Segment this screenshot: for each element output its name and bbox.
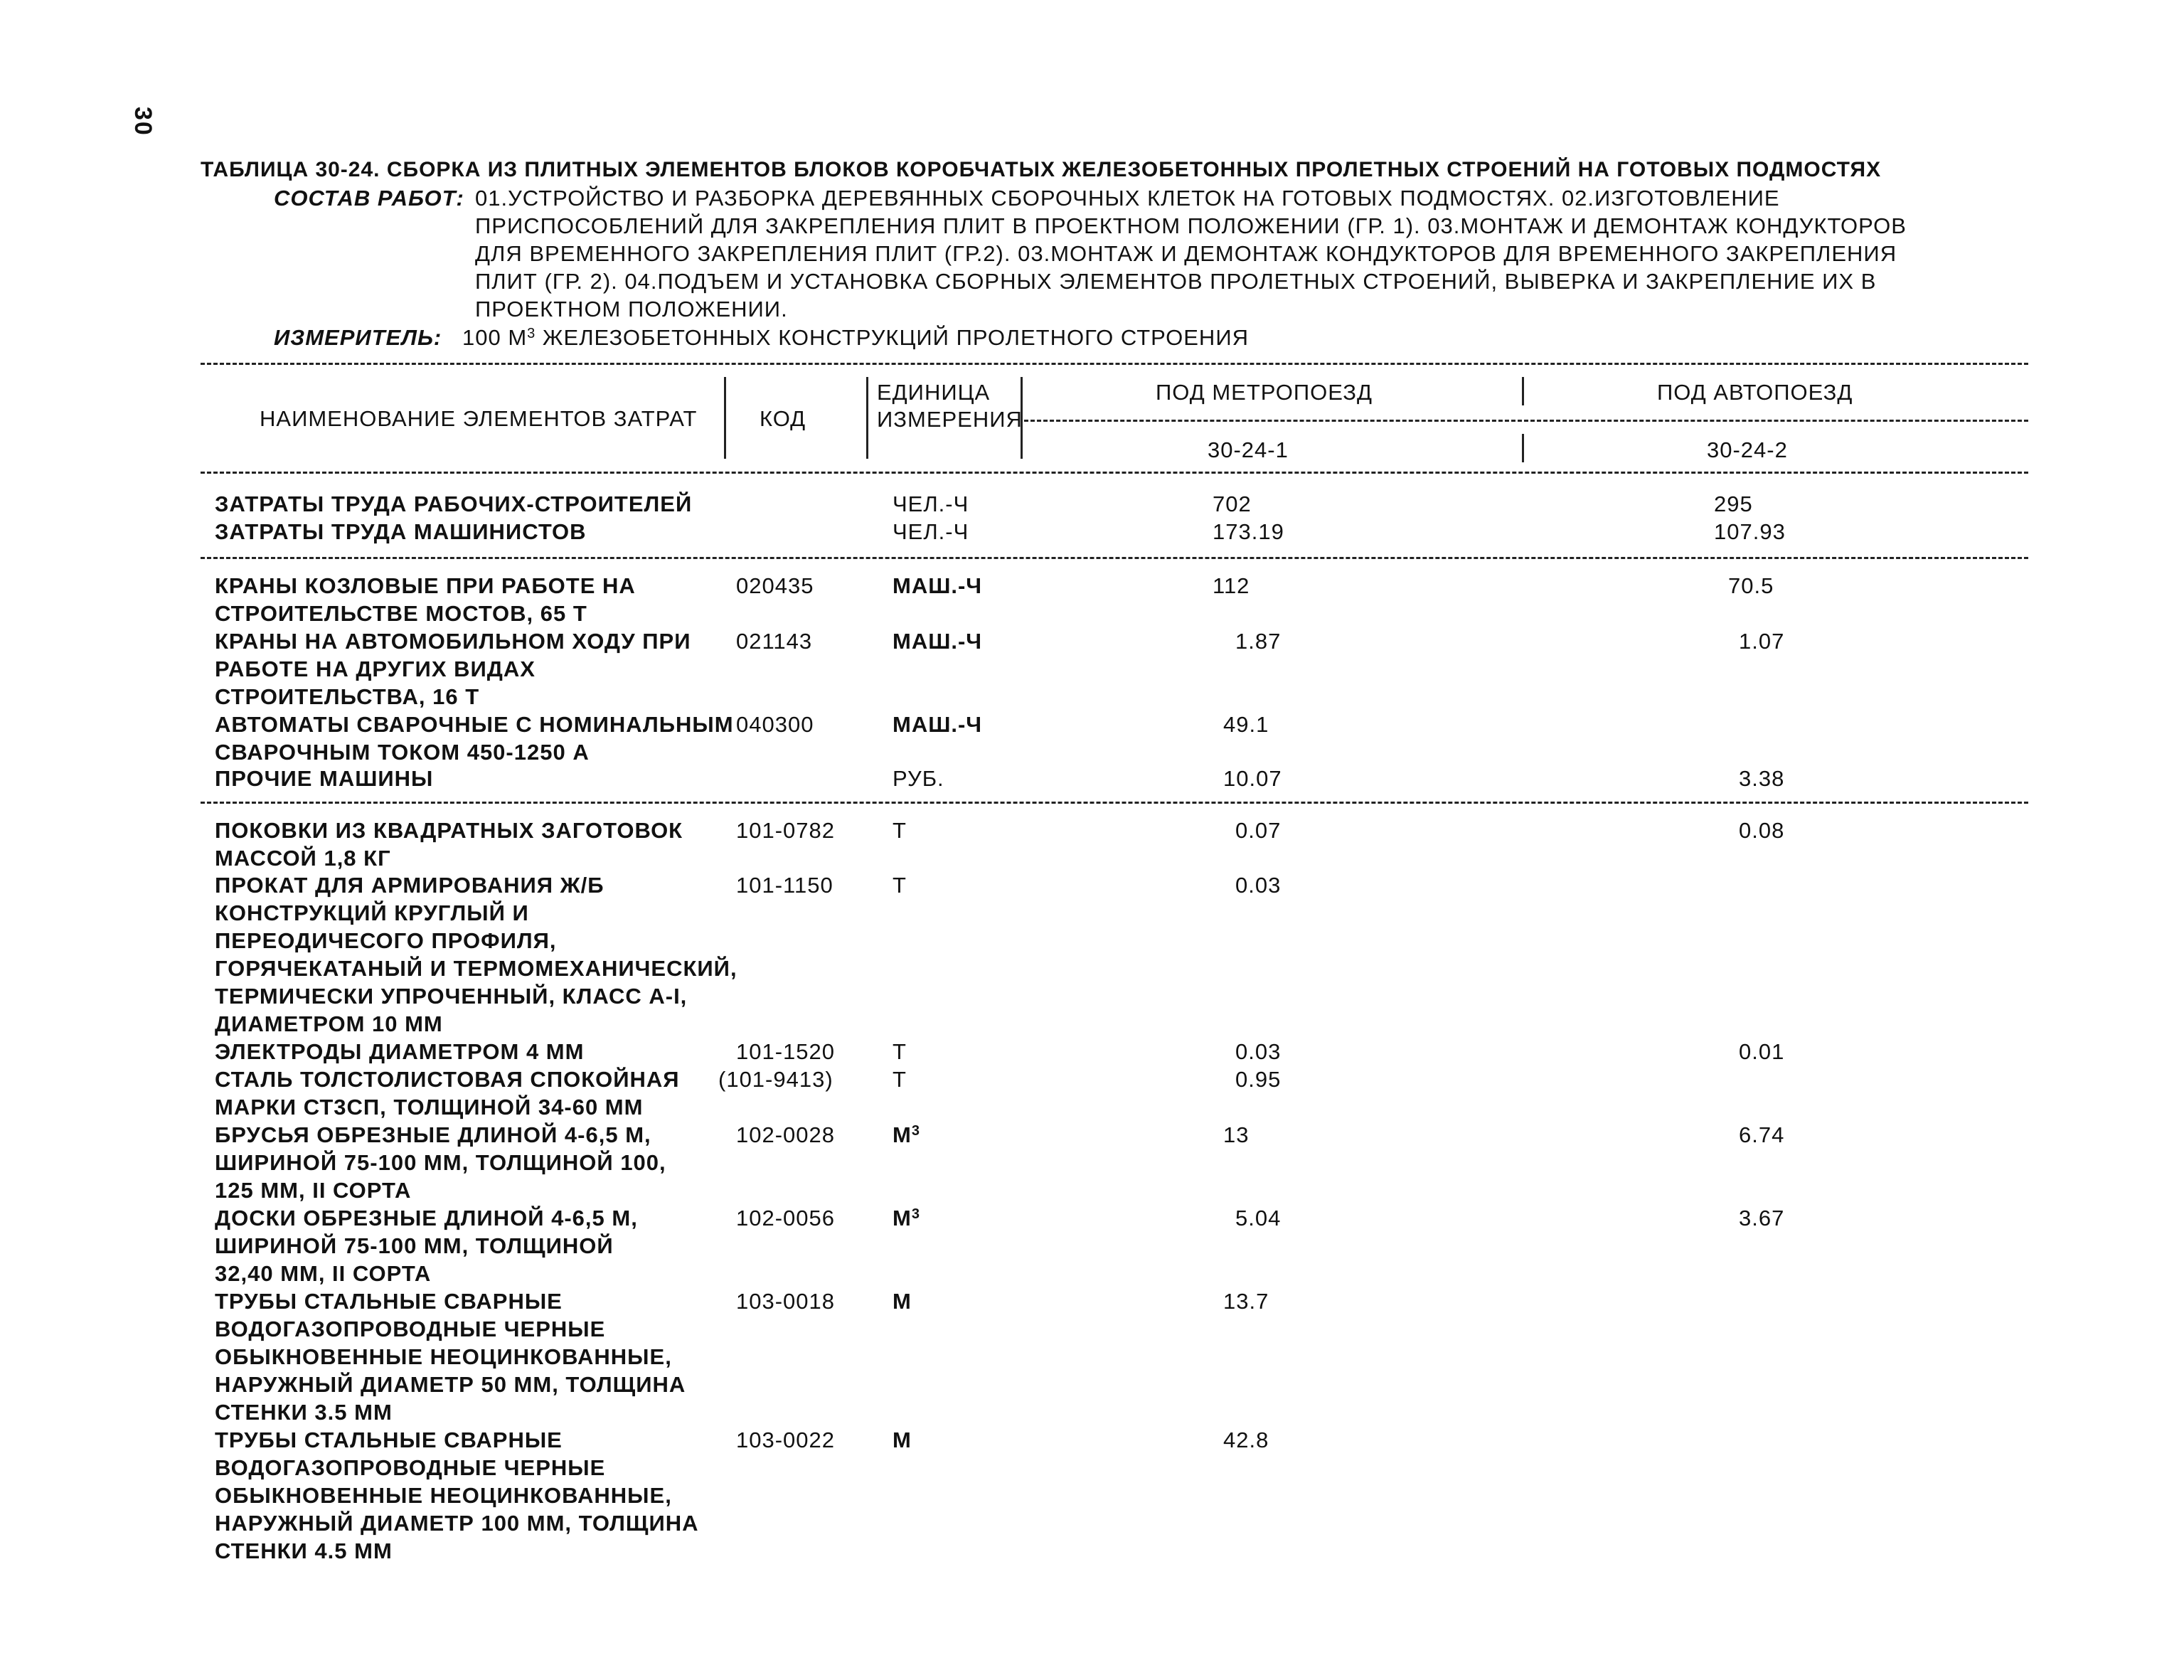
header-group-auto: ПОД АВТОПОЕЗД (1657, 380, 1853, 405)
header-group-metro: ПОД МЕТРОПОЕЗД (1156, 380, 1373, 405)
col-separator (1522, 434, 1524, 462)
row-name: ШИРИНОЙ 75-100 ММ, ТОЛЩИНОЙ (215, 1233, 614, 1258)
row-value-2: 1.07 (1739, 629, 1785, 654)
row-name: ПРОКАТ ДЛЯ АРМИРОВАНИЯ Ж/Б (215, 873, 604, 898)
header-bottom-rule (201, 472, 2028, 474)
row-value-2: 295 (1714, 491, 1753, 516)
row-value-1: 42.8 (1223, 1428, 1269, 1452)
row-name: ДИАМЕТРОМ 10 ММ (215, 1011, 443, 1036)
row-unit: М (893, 1428, 912, 1452)
row-name: ЭЛЕКТРОДЫ ДИАМЕТРОМ 4 ММ (215, 1039, 585, 1064)
row-value-2: 3.67 (1739, 1206, 1785, 1230)
row-name: ТРУБЫ СТАЛЬНЫЕ СВАРНЫЕ (215, 1428, 563, 1452)
row-name: ГОРЯЧЕКАТАНЫЙ И ТЕРМОМЕХАНИЧЕСКИЙ, (215, 956, 737, 981)
row-value-1: 0.03 (1235, 873, 1282, 898)
row-unit: МАШ.-Ч (893, 712, 983, 737)
row-unit: Т (893, 1039, 907, 1064)
row-code: 101-1520 (736, 1039, 836, 1064)
header-unit: ИЗМЕРЕНИЯ (877, 407, 1023, 432)
row-value-2: 107.93 (1714, 519, 1786, 544)
row-name: ЗАТРАТЫ ТРУДА МАШИНИСТОВ (215, 519, 587, 544)
row-name: ВОДОГАЗОПРОВОДНЫЕ ЧЕРНЫЕ (215, 1317, 606, 1341)
measure-value: 100 $М^3$ ЖЕЛЕЗОБЕТОННЫХ КОНСТРУКЦИЙ ПРОЛЕТНОГО СТРОЕНИЯ (462, 325, 1249, 350)
row-value-1: 0.03 (1235, 1039, 1282, 1064)
work-line: ПРИСПОСОБЛЕНИЙ ДЛЯ ЗАКРЕПЛЕНИЯ ПЛИТ В ПРОЕКТНОМ ПОЛОЖЕНИИ (ГР. 1). 03.МОНТАЖ И ДЕМОНТАЖ КОНДУКТОРОВ (475, 213, 1907, 238)
row-unit: ЧЕЛ.-Ч (893, 491, 969, 516)
row-name: ЗАТРАТЫ ТРУДА РАБОЧИХ-СТРОИТЕЛЕЙ (215, 491, 693, 516)
row-value-2: 3.38 (1739, 766, 1785, 791)
row-code: (101-9413) (718, 1067, 833, 1092)
row-name: СТРОИТЕЛЬСТВЕ МОСТОВ, 65 Т (215, 601, 587, 626)
row-name: СТЕНКИ 3.5 ММ (215, 1400, 393, 1425)
row-code: 021143 (736, 629, 813, 654)
page-number: 30 (129, 107, 156, 137)
col-separator (724, 377, 726, 459)
header-mid-rule (1024, 420, 2028, 422)
row-code: 020435 (736, 573, 814, 598)
row-name: ОБЫКНОВЕННЫЕ НЕОЦИНКОВАННЫЕ, (215, 1483, 672, 1508)
row-name: 32,40 ММ, II СОРТА (215, 1261, 432, 1286)
row-value-1: 0.07 (1235, 818, 1282, 843)
row-value-1: 10.07 (1223, 766, 1282, 791)
row-name: ТЕРМИЧЕСКИ УПРОЧЕННЫЙ, КЛАСС А-I, (215, 984, 688, 1009)
row-code: 102-0028 (736, 1122, 836, 1147)
row-value-1: 112 (1213, 573, 1250, 598)
row-name: ПЕРЕОДИЧЕСОГО ПРОФИЛЯ, (215, 928, 557, 953)
header-col1: 30-24-1 (1208, 437, 1289, 462)
work-line: 01.УСТРОЙСТВО И РАЗБОРКА ДЕРЕВЯННЫХ СБОРОЧНЫХ КЛЕТОК НА ГОТОВЫХ ПОДМОСТЯХ. 02.ИЗГОТОВЛЕНИЕ (475, 186, 1780, 211)
row-name: ОБЫКНОВЕННЫЕ НЕОЦИНКОВАННЫЕ, (215, 1344, 672, 1369)
row-name: БРУСЬЯ ОБРЕЗНЫЕ ДЛИНОЙ 4-6,5 М, (215, 1122, 651, 1147)
row-name: ПОКОВКИ ИЗ КВАДРАТНЫХ ЗАГОТОВОК (215, 818, 683, 843)
row-name: ШИРИНОЙ 75-100 ММ, ТОЛЩИНОЙ 100, (215, 1150, 666, 1175)
work-line: ПРОЕКТНОМ ПОЛОЖЕНИИ. (475, 297, 788, 321)
row-unit: МАШ.-Ч (893, 573, 983, 598)
row-name: МАРКИ СТ3СП, ТОЛЩИНОЙ 34-60 ММ (215, 1095, 644, 1120)
row-unit: $М^3$ (893, 1122, 920, 1147)
row-name: ДОСКИ ОБРЕЗНЫЕ ДЛИНОЙ 4-6,5 М, (215, 1206, 638, 1230)
header-col2: 30-24-2 (1707, 437, 1788, 462)
row-value-1: 1.87 (1235, 629, 1282, 654)
section-rule (201, 802, 2028, 804)
row-name: СТРОИТЕЛЬСТВА, 16 Т (215, 684, 480, 709)
row-name: КОНСТРУКЦИЙ КРУГЛЫЙ И (215, 900, 529, 925)
work-line: ПЛИТ (ГР. 2). 04.ПОДЪЕМ И УСТАНОВКА СБОРНЫХ ЭЛЕМЕНТОВ ПРОЛЕТНЫХ СТРОЕНИЙ, ВЫВЕРКА И ЗАКРЕПЛЕНИЕ ИХ В (475, 269, 1877, 294)
row-unit: М (893, 1289, 912, 1314)
work-line: ДЛЯ ВРЕМЕННОГО ЗАКРЕПЛЕНИЯ ПЛИТ (ГР.2). 03.МОНТАЖ И ДЕМОНТАЖ КОНДУКТОРОВ ДЛЯ ВРЕМЕННОГО ЗАКРЕПЛЕНИЯ (475, 241, 1897, 266)
row-unit: РУБ. (893, 766, 944, 791)
row-code: 103-0018 (736, 1289, 836, 1314)
row-value-1: 173.19 (1213, 519, 1284, 544)
row-value-2: 0.08 (1739, 818, 1785, 843)
row-name: НАРУЖНЫЙ ДИАМЕТР 50 ММ, ТОЛЩИНА (215, 1372, 686, 1397)
row-code: 103-0022 (736, 1428, 836, 1452)
row-unit: $М^3$ (893, 1206, 920, 1230)
col-separator (1522, 377, 1524, 405)
table-title: ТАБЛИЦА 30-24. СБОРКА ИЗ ПЛИТНЫХ ЭЛЕМЕНТОВ БЛОКОВ КОРОБЧАТЫХ ЖЕЛЕЗОБЕТОННЫХ ПРОЛЕТНЫХ СТРОЕНИЙ НА ГОТОВЫХ ПОДМОСТЯХ (201, 158, 1882, 181)
row-code: 102-0056 (736, 1206, 836, 1230)
row-value-2: 0.01 (1739, 1039, 1785, 1064)
header-unit: ЕДИНИЦА (877, 380, 991, 405)
row-name: ПРОЧИЕ МАШИНЫ (215, 766, 434, 791)
row-name: КРАНЫ КОЗЛОВЫЕ ПРИ РАБОТЕ НА (215, 573, 636, 598)
row-name: ВОДОГАЗОПРОВОДНЫЕ ЧЕРНЫЕ (215, 1455, 606, 1480)
row-name: АВТОМАТЫ СВАРОЧНЫЕ С НОМИНАЛЬНЫМ (215, 712, 734, 737)
row-name: 125 ММ, II СОРТА (215, 1178, 412, 1203)
row-value-1: 0.95 (1235, 1067, 1282, 1092)
row-code: 101-0782 (736, 818, 836, 843)
header-top-rule (201, 363, 2028, 365)
row-unit: Т (893, 1067, 907, 1092)
row-name: СВАРОЧНЫМ ТОКОМ 450-1250 А (215, 740, 590, 765)
work-label: СОСТАВ РАБОТ: (274, 186, 464, 211)
row-value-1: 13.7 (1223, 1289, 1269, 1314)
row-name: РАБОТЕ НА ДРУГИХ ВИДАХ (215, 656, 536, 681)
row-unit: ЧЕЛ.-Ч (893, 519, 969, 544)
col-separator (866, 377, 868, 459)
row-name: ТРУБЫ СТАЛЬНЫЕ СВАРНЫЕ (215, 1289, 563, 1314)
row-value-1: 5.04 (1235, 1206, 1282, 1230)
row-value-1: 49.1 (1223, 712, 1269, 737)
measure-label: ИЗМЕРИТЕЛЬ: (274, 325, 442, 350)
row-name: НАРУЖНЫЙ ДИАМЕТР 100 ММ, ТОЛЩИНА (215, 1511, 699, 1536)
row-unit: Т (893, 873, 907, 898)
row-code: 040300 (736, 712, 814, 737)
row-code: 101-1150 (736, 873, 833, 898)
row-value-2: 6.74 (1739, 1122, 1785, 1147)
row-name: СТАЛЬ ТОЛСТОЛИСТОВАЯ СПОКОЙНАЯ (215, 1067, 680, 1092)
row-name: МАССОЙ 1,8 КГ (215, 846, 391, 871)
row-name: СТЕНКИ 4.5 ММ (215, 1538, 393, 1563)
row-unit: МАШ.-Ч (893, 629, 983, 654)
row-name: КРАНЫ НА АВТОМОБИЛЬНОМ ХОДУ ПРИ (215, 629, 691, 654)
row-value-1: 702 (1213, 491, 1252, 516)
row-value-1: 13 (1223, 1122, 1250, 1147)
row-unit: Т (893, 818, 907, 843)
row-value-2: 70.5 (1728, 573, 1774, 598)
header-name: НАИМЕНОВАНИЕ ЭЛЕМЕНТОВ ЗАТРАТ (260, 406, 698, 431)
section-rule (201, 557, 2028, 559)
header-code: КОД (760, 406, 806, 431)
